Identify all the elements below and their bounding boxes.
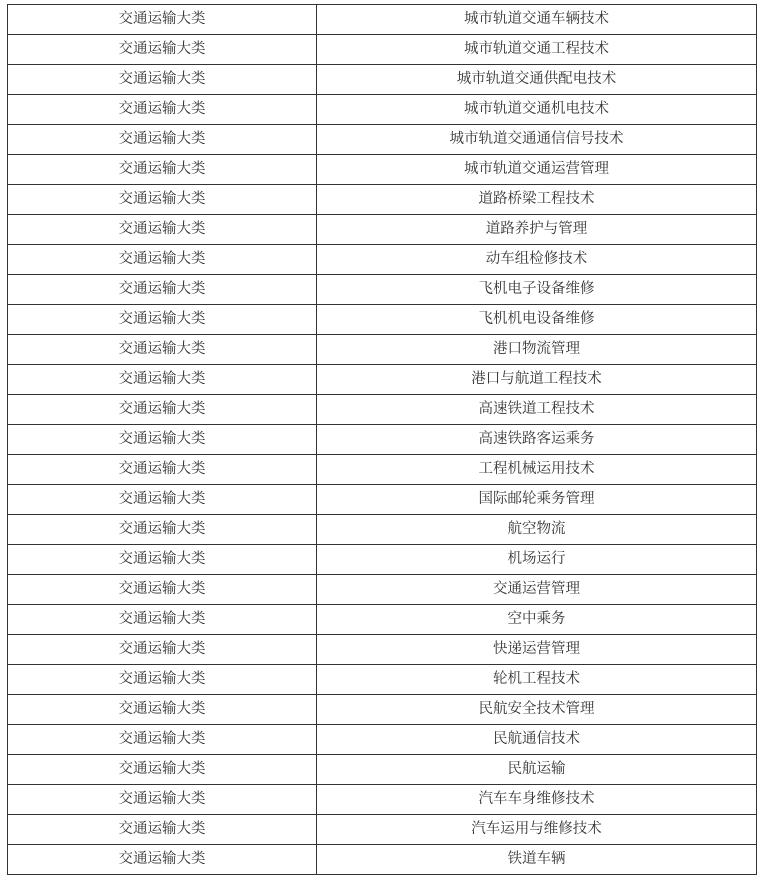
major-cell: 工程机械运用技术 xyxy=(317,455,757,485)
category-cell: 交通运输大类 xyxy=(8,245,317,275)
category-cell: 交通运输大类 xyxy=(8,635,317,665)
table-row xyxy=(8,125,757,155)
major-cell: 城市轨道交通运营管理 xyxy=(317,155,757,185)
category-cell: 交通运输大类 xyxy=(8,65,317,95)
major-cell: 民航通信技术 xyxy=(317,725,757,755)
major-cell: 城市轨道交通通信信号技术 xyxy=(317,125,757,155)
major-cell: 城市轨道交通供配电技术 xyxy=(317,65,757,95)
major-cell: 快递运营管理 xyxy=(317,635,757,665)
table-row xyxy=(8,305,757,335)
category-cell: 交通运输大类 xyxy=(8,305,317,335)
table-row xyxy=(8,455,757,485)
major-cell: 国际邮轮乘务管理 xyxy=(317,485,757,515)
major-cell: 城市轨道交通工程技术 xyxy=(317,35,757,65)
majors-table-container xyxy=(7,4,756,875)
table-row xyxy=(8,485,757,515)
table-row xyxy=(8,395,757,425)
major-cell: 轮机工程技术 xyxy=(317,665,757,695)
major-cell: 汽车运用与维修技术 xyxy=(317,815,757,845)
category-cell: 交通运输大类 xyxy=(8,545,317,575)
table-row xyxy=(8,725,757,755)
table-row xyxy=(8,545,757,575)
table-row xyxy=(8,515,757,545)
category-cell: 交通运输大类 xyxy=(8,515,317,545)
table-row xyxy=(8,425,757,455)
major-cell: 道路桥梁工程技术 xyxy=(317,185,757,215)
category-cell: 交通运输大类 xyxy=(8,665,317,695)
major-cell: 动车组检修技术 xyxy=(317,245,757,275)
table-row xyxy=(8,605,757,635)
major-cell: 空中乘务 xyxy=(317,605,757,635)
category-cell: 交通运输大类 xyxy=(8,455,317,485)
major-cell: 飞机电子设备维修 xyxy=(317,275,757,305)
category-cell: 交通运输大类 xyxy=(8,845,317,875)
major-cell: 航空物流 xyxy=(317,515,757,545)
table-row xyxy=(8,635,757,665)
category-cell: 交通运输大类 xyxy=(8,185,317,215)
major-cell: 民航安全技术管理 xyxy=(317,695,757,725)
table-row xyxy=(8,785,757,815)
category-cell: 交通运输大类 xyxy=(8,785,317,815)
table-row xyxy=(8,575,757,605)
table-row xyxy=(8,185,757,215)
table-row xyxy=(8,365,757,395)
table-row xyxy=(8,275,757,305)
major-cell: 高速铁道工程技术 xyxy=(317,395,757,425)
category-cell: 交通运输大类 xyxy=(8,755,317,785)
major-cell: 民航运输 xyxy=(317,755,757,785)
major-cell: 城市轨道交通车辆技术 xyxy=(317,5,757,35)
table-row xyxy=(8,65,757,95)
category-cell: 交通运输大类 xyxy=(8,125,317,155)
major-cell: 飞机机电设备维修 xyxy=(317,305,757,335)
category-cell: 交通运输大类 xyxy=(8,95,317,125)
major-cell: 铁道车辆 xyxy=(317,845,757,875)
major-cell: 高速铁路客运乘务 xyxy=(317,425,757,455)
category-cell: 交通运输大类 xyxy=(8,215,317,245)
major-cell: 道路养护与管理 xyxy=(317,215,757,245)
category-cell: 交通运输大类 xyxy=(8,485,317,515)
category-cell: 交通运输大类 xyxy=(8,695,317,725)
table-row xyxy=(8,35,757,65)
category-cell: 交通运输大类 xyxy=(8,155,317,185)
category-cell: 交通运输大类 xyxy=(8,5,317,35)
category-cell: 交通运输大类 xyxy=(8,575,317,605)
majors-table xyxy=(7,4,757,875)
category-cell: 交通运输大类 xyxy=(8,365,317,395)
major-cell: 汽车车身维修技术 xyxy=(317,785,757,815)
majors-table-body xyxy=(8,5,757,875)
category-cell: 交通运输大类 xyxy=(8,275,317,305)
category-cell: 交通运输大类 xyxy=(8,725,317,755)
table-row xyxy=(8,95,757,125)
table-row xyxy=(8,695,757,725)
major-cell: 港口与航道工程技术 xyxy=(317,365,757,395)
category-cell: 交通运输大类 xyxy=(8,395,317,425)
table-row xyxy=(8,755,757,785)
category-cell: 交通运输大类 xyxy=(8,605,317,635)
table-row xyxy=(8,155,757,185)
category-cell: 交通运输大类 xyxy=(8,35,317,65)
table-row xyxy=(8,845,757,875)
major-cell: 港口物流管理 xyxy=(317,335,757,365)
category-cell: 交通运输大类 xyxy=(8,425,317,455)
table-row xyxy=(8,335,757,365)
category-cell: 交通运输大类 xyxy=(8,335,317,365)
table-row xyxy=(8,215,757,245)
major-cell: 交通运营管理 xyxy=(317,575,757,605)
major-cell: 城市轨道交通机电技术 xyxy=(317,95,757,125)
table-row xyxy=(8,815,757,845)
table-row xyxy=(8,245,757,275)
table-row xyxy=(8,5,757,35)
major-cell: 机场运行 xyxy=(317,545,757,575)
category-cell: 交通运输大类 xyxy=(8,815,317,845)
table-row xyxy=(8,665,757,695)
